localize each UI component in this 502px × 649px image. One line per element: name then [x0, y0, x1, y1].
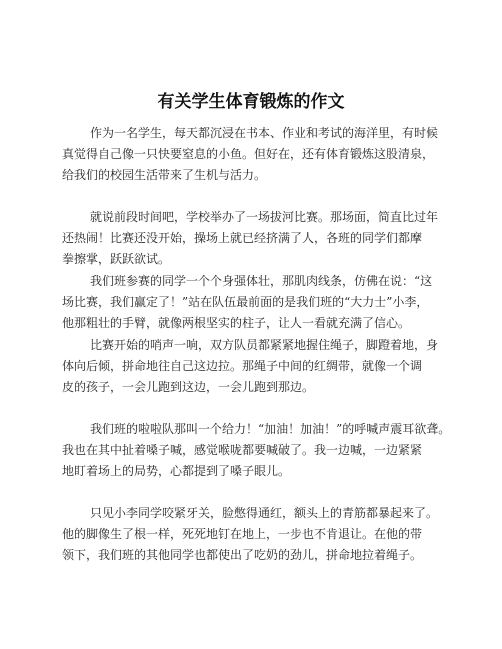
paragraph-line: 我也在其中扯着嗓子喊，感觉喉咙都要喊破了。我一边喊，一边紧紧	[62, 443, 423, 457]
paragraph-line: 拳擦掌，跃跃欲试。	[62, 252, 171, 266]
paragraph-line: 他的脚像生了根一样，死死地钉在地上，一步也不肯退让。在他的带	[62, 527, 423, 541]
paragraph-line: 比赛开始的哨声一响，双方队员都紧紧地握住绳子，脚蹬着地，身	[90, 338, 439, 352]
paragraph-4	[62, 335, 482, 398]
paragraph-line: 我们班参赛的同学一个个身强体壮，那肌肉线条，仿佛在说：“这	[90, 274, 433, 288]
paragraph-6	[62, 503, 482, 566]
paragraph-line: 皮的孩子，一会儿跑到这边，一会儿跑到那边。	[62, 380, 315, 394]
paragraph-line: 就说前段时间吧，学校举办了一场拔河比赛。那场面，简直比过年	[90, 210, 439, 224]
paragraph-line: 地盯着场上的局势，心都提到了嗓子眼儿。	[62, 464, 291, 478]
paragraph-line: 还热闹！比赛还没开始，操场上就已经挤满了人，各班的同学们都摩	[62, 231, 423, 245]
paragraph-line: 只见小李同学咬紧牙关，脸憋得通红，额头上的青筋都暴起来了。	[90, 506, 439, 520]
paragraph-line: 场比赛，我们赢定了！”站在队伍最前面的是我们班的“大力士”小李，	[62, 295, 429, 309]
paragraph-line: 他那粗壮的手臂，就像两根坚实的柱子，让人一看就充满了信心。	[62, 316, 411, 330]
paragraph-3	[62, 271, 482, 334]
paragraph-1	[62, 123, 482, 186]
paragraph-2	[62, 207, 482, 270]
document-title: 有关学生体育锻炼的作文	[157, 92, 345, 112]
paragraph-line: 我们班的啦啦队那叫一个给力！“加油！加油！”的呼喊声震耳欲聋。	[90, 422, 451, 436]
paragraph-5	[62, 419, 482, 482]
paragraph-line: 体向后倾，拼命地往自己这边拉。那绳子中间的红绸带，就像一个调	[62, 359, 423, 373]
paragraph-line: 给我们的校园生活带来了生机与活力。	[62, 168, 267, 182]
paragraph-line: 真觉得自己像一只快要窒息的小鱼。但好在，还有体育锻炼这股清泉，	[62, 147, 435, 161]
paragraph-line: 作为一名学生，每天都沉浸在书本、作业和考试的海洋里，有时候	[90, 126, 439, 140]
paragraph-line: 领下，我们班的其他同学也都使出了吃奶的劲儿，拼命地拉着绳子。	[62, 548, 423, 562]
